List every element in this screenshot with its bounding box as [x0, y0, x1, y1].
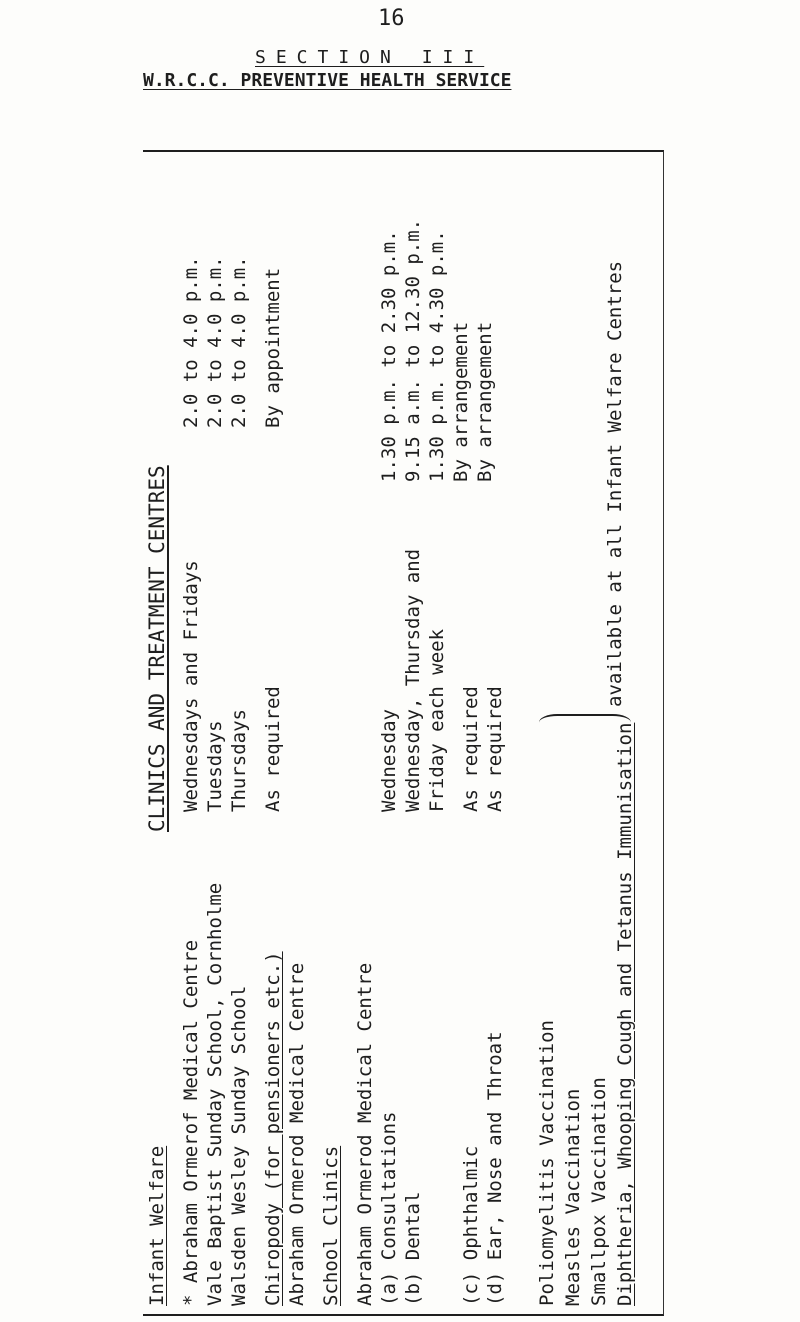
- clinic-dental: (b) Dental: [402, 1191, 424, 1306]
- day-wed-fri: Wednesdays and Fridays: [180, 560, 202, 812]
- time-infant-2: 2.0 to 4.0 p.m.: [204, 256, 226, 428]
- table-title: CLINICS AND TREATMENT CENTRES: [145, 465, 169, 832]
- school-clinic-place: Abraham Ormerod Medical Centre: [354, 962, 376, 1306]
- day-tuesdays: Tuesdays: [204, 720, 226, 812]
- rotated-table: [143, 150, 663, 1312]
- vacc-dtp: Diphtheria, Whooping Cough and Tetanus Immunisation: [614, 722, 636, 1306]
- ophthalmic-time: By arrangement: [450, 321, 472, 482]
- chiropody-day: As required: [262, 686, 284, 812]
- section-heading: SECTION III: [255, 47, 485, 68]
- ent-day: As required: [484, 686, 506, 812]
- day-thursdays: Thursdays: [228, 709, 250, 812]
- group-heading-school-clinics: School Clinics: [320, 1145, 342, 1306]
- vacc-polio: Poliomyelitis Vaccination: [536, 1020, 558, 1306]
- service-heading: W.R.C.C. PREVENTIVE HEALTH SERVICE: [143, 70, 512, 91]
- page-number: 16: [378, 6, 405, 31]
- clinic-consultations: (a) Consultations: [378, 1111, 400, 1306]
- chiropody-label: Chiropody (for pensioners etc.): [262, 951, 284, 1306]
- ent-time: By arrangement: [474, 321, 496, 482]
- clinic-ent: (d) Ear, Nose and Throat: [484, 1031, 506, 1306]
- vacc-measles: Measles Vaccination: [562, 1088, 584, 1306]
- brace: [539, 714, 631, 728]
- vacc-smallpox: Smallpox Vaccination: [588, 1077, 610, 1306]
- place-walsden-wesley: Walsden Wesley Sunday School: [228, 985, 250, 1306]
- dental-day-2: Friday each week: [426, 628, 448, 812]
- group-heading-infant-welfare: Infant Welfare: [146, 1145, 168, 1306]
- chiropody-time: By appointment: [262, 267, 284, 428]
- consultations-day: Wednesday: [378, 709, 400, 812]
- chiropody-place: Abraham Ormerod Medical Centre: [286, 962, 308, 1306]
- dental-time-2: 1.30 p.m. to 4.30 p.m.: [426, 230, 448, 482]
- place-vale-baptist: Vale Baptist Sunday School, Cornholme: [204, 882, 226, 1306]
- time-infant-1: 2.0 to 4.0 p.m.: [180, 256, 202, 428]
- time-infant-3: 2.0 to 4.0 p.m.: [228, 256, 250, 428]
- consultations-time: 1.30 p.m. to 2.30 p.m.: [378, 230, 400, 482]
- place-abraham-ormerof: * Abraham Ormerof Medical Centre: [180, 939, 202, 1306]
- dental-day: Wednesday, Thursday and: [402, 548, 424, 812]
- clinic-ophthalmic: (c) Ophthalmic: [460, 1145, 482, 1306]
- vacc-note: available at all Infant Welfare Centres: [604, 260, 626, 707]
- dental-time-1: 9.15 a.m. to 12.30 p.m.: [402, 218, 424, 482]
- ophthalmic-day: As required: [460, 686, 482, 812]
